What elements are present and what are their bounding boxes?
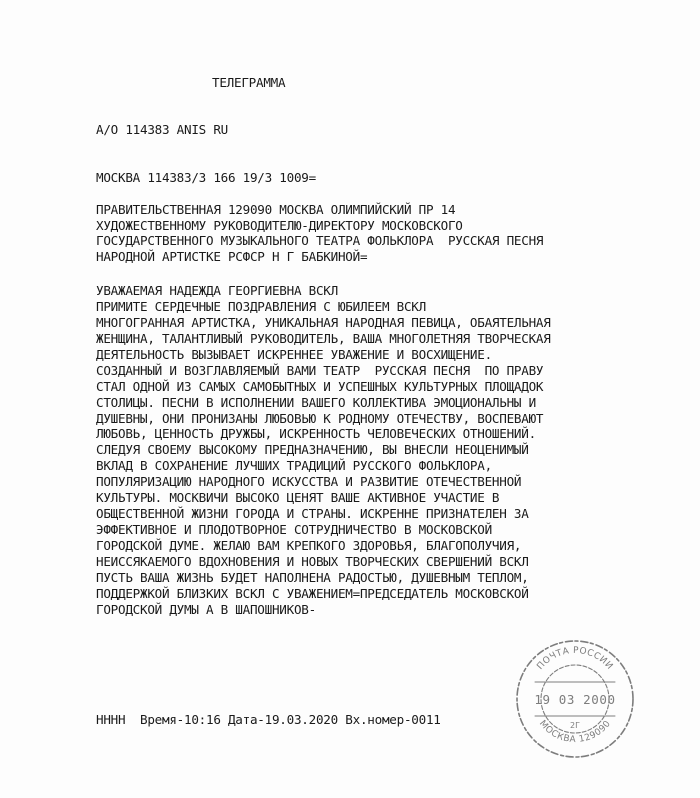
ao-line: А/О 114383 ANIS RU <box>96 122 228 137</box>
body-line: КУЛЬТУРЫ. МОСКВИЧИ ВЫСОКО ЦЕНЯТ ВАШЕ АКТИВНОЕ УЧАСТИЕ В <box>96 490 500 506</box>
body-line: УВАЖАЕМАЯ НАДЕЖДА ГЕОРГИЕВНА ВСКЛ <box>96 283 338 298</box>
body-line: ПОДДЕРЖКОЙ БЛИЗКИХ ВСКЛ С УВАЖЕНИЕМ=ПРЕДСЕДАТЕЛЬ МОСКОВСКОЙ <box>96 585 529 601</box>
stamp-code-text: 2Г <box>570 721 580 730</box>
stamp-bottom-text: МОСКВА 129090 <box>536 718 614 746</box>
body-line: ПРИМИТЕ СЕРДЕЧНЫЕ ПОЗДРАВЛЕНИЯ С ЮБИЛЕЕМ ВСКЛ <box>96 298 426 314</box>
address-line: НАРОДНОЙ АРТИСТКЕ РСФСР Н Г БАБКИНОЙ= <box>96 248 368 264</box>
postal-stamp-graphic <box>510 634 640 764</box>
body-line: СТАЛ ОДНОЙ ИЗ САМЫХ САМОБЫТНЫХ И УСПЕШНЫХ КУЛЬТУРНЫХ ПЛОЩАДОК <box>96 378 544 394</box>
body-line: СЛЕДУЯ СВОЕМУ ВЫСОКОМУ ПРЕДНАЗНАЧЕНИЮ, ВЫ ВНЕСЛИ НЕОЦЕНИМЫЙ <box>96 442 529 458</box>
stamp-top-text: ПОЧТА РОССИИ <box>535 645 615 672</box>
body-line: ГОРОДСКОЙ ДУМЕ. ЖЕЛАЮ ВАМ КРЕПКОГО ЗДОРОВЬЯ, БЛАГОПОЛУЧИЯ, <box>96 538 522 553</box>
body-line: ГОРОДСКОЙ ДУМЫ А В ШАПОШНИКОВ- <box>96 601 316 617</box>
body-line: ПУСТЬ ВАША ЖИЗНЬ БУДЕТ НАПОЛНЕНА РАДОСТЬЮ, ДУШЕВНЫМ ТЕПЛОМ, <box>96 569 529 585</box>
body-line: ДУШЕВНЫ, ОНИ ПРОНИЗАНЫ ЛЮБОВЬЮ К РОДНОМУ ОТЕЧЕСТВУ, ВОСПЕВАЮТ <box>96 410 544 426</box>
origin-line: МОСКВА 114383/3 166 19/3 1009= <box>96 170 316 185</box>
footer-line: НННН Время-10:16 Дата-19.03.2020 Вх.номер-0011 <box>96 712 441 727</box>
body-line: ДЕЯТЕЛЬНОСТЬ ВЫЗЫВАЕТ ИСКРЕННЕЕ УВАЖЕНИЕ И ВОСХИЩЕНИЕ. <box>96 346 492 362</box>
body-line: ЖЕНЩИНА, ТАЛАНТЛИВЫЙ РУКОВОДИТЕЛЬ, ВАША МНОГОЛЕТНЯЯ ТВОРЧЕСКАЯ <box>96 330 551 346</box>
stamp-date-text: 19 03 2000 <box>534 692 616 707</box>
address-line: ПРАВИТЕЛЬСТВЕННАЯ 129090 МОСКВА ОЛИМПИЙСКИЙ ПР 14 <box>96 202 456 217</box>
body-line: НЕИССЯКАЕМОГО ВДОХНОВЕНИЯ И НОВЫХ ТВОРЧЕСКИХ СВЕРШЕНИЙ ВСКЛ <box>96 553 529 569</box>
telegram-heading: ТЕЛЕГРАММА <box>212 75 286 90</box>
body-line: СОЗДАННЫЙ И ВОЗГЛАВЛЯЕМЫЙ ВАМИ ТЕАТР РУССКАЯ ПЕСНЯ ПО ПРАВУ <box>96 362 544 378</box>
body-line: СТОЛИЦЫ. ПЕСНИ В ИСПОЛНЕНИИ ВАШЕГО КОЛЛЕКТИВА ЭМОЦИОНАЛЬНЫ И <box>96 394 536 410</box>
postal-stamp <box>510 634 640 764</box>
body-line: ПОПУЛЯРИЗАЦИЮ НАРОДНОГО ИСКУССТВА И РАЗВИТИЕ ОТЕЧЕСТВЕННОЙ <box>96 474 522 490</box>
body-line: ЭФФЕКТИВНОЕ И ПЛОДОТВОРНОЕ СОТРУДНИЧЕСТВО В МОСКОВСКОЙ <box>96 522 492 538</box>
body-line: ОБЩЕСТВЕННОЙ ЖИЗНИ ГОРОДА И СТРАНЫ. ИСКРЕННЕ ПРИЗНАТЕЛЕН ЗА <box>96 506 529 522</box>
body-line: МНОГОГРАННАЯ АРТИСТКА, УНИКАЛЬНАЯ НАРОДНАЯ ПЕВИЦА, ОБАЯТЕЛЬНАЯ <box>96 314 551 330</box>
message-body <box>96 283 551 618</box>
address-block <box>96 202 543 264</box>
address-line: ГОСУДАРСТВЕННОГО МУЗЫКАЛЬНОГО ТЕАТРА ФОЛЬКЛОРА РУССКАЯ ПЕСНЯ <box>96 233 544 248</box>
address-line: ХУДОЖЕСТВЕННОМУ РУКОВОДИТЕЛЮ-ДИРЕКТОРУ МОСКОВСКОГО <box>96 217 463 233</box>
body-line: ЛЮБОВЬ, ЦЕННОСТЬ ДРУЖБЫ, ИСКРЕННОСТЬ ЧЕЛОВЕЧЕСКИХ ОТНОШЕНИЙ. <box>96 426 536 442</box>
body-line: ВКЛАД В СОХРАНЕНИЕ ЛУЧШИХ ТРАДИЦИЙ РУССКОГО ФОЛЬКЛОРА, <box>96 458 492 474</box>
